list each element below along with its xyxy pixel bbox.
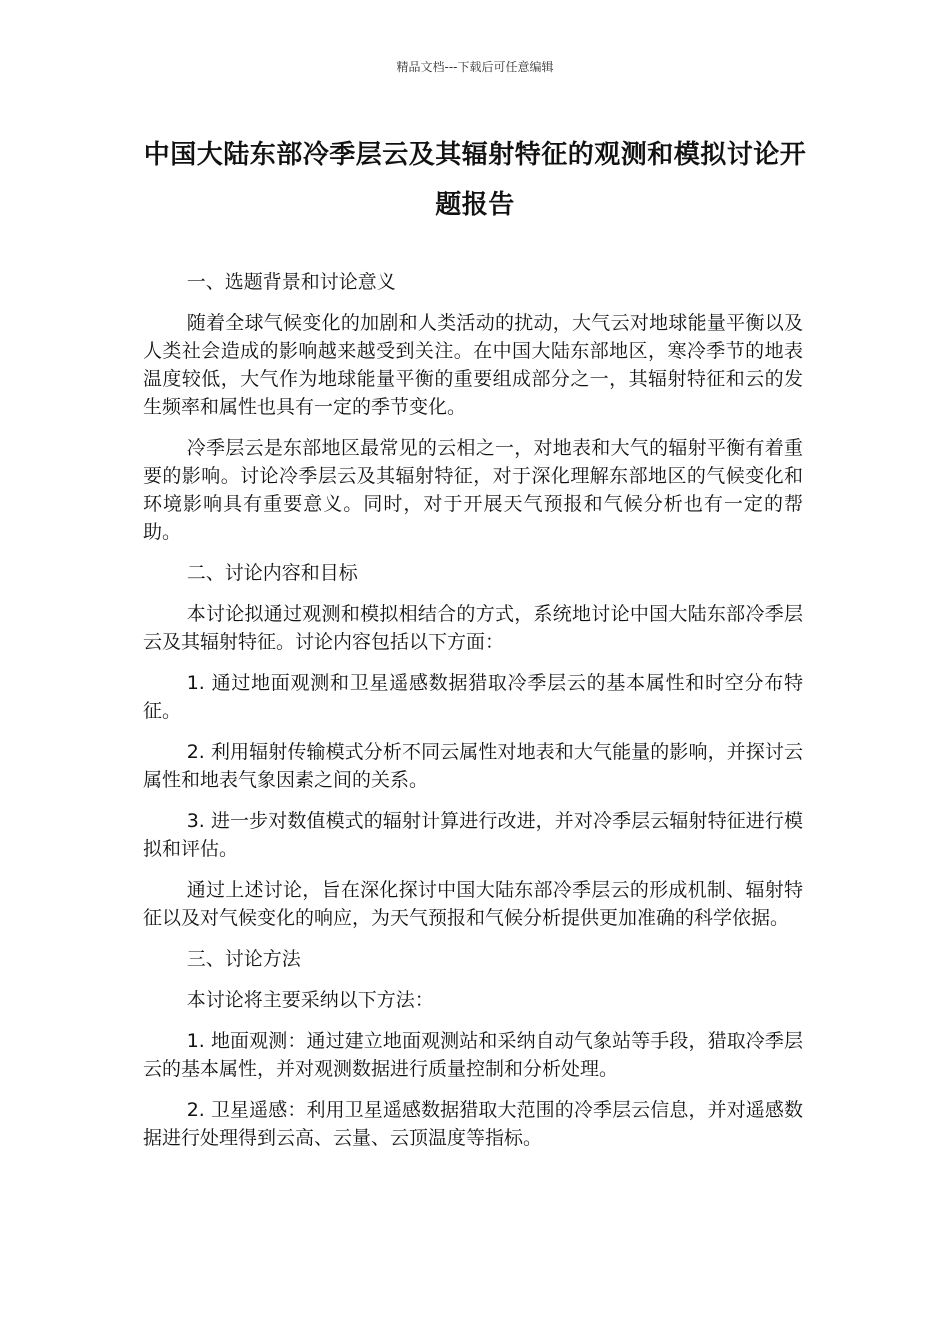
list-item: 1. 通过地面观测和卫星遥感数据猎取冷季层云的基本属性和时空分布特征。 bbox=[143, 672, 803, 722]
list-item: 1. 地面观测：通过建立地面观测站和采纳自动气象站等手段，猎取冷季层云的基本属性，并对观测数据进行质量控制和分析处理。 bbox=[143, 1030, 803, 1080]
paragraph: 本讨论将主要采纳以下方法： bbox=[186, 989, 434, 1011]
paragraph: 本讨论拟通过观测和模拟相结合的方式，系统地讨论中国大陆东部冷季层云及其辐射特征。讨论内容包括以下方面： bbox=[143, 603, 803, 653]
document-title: 中国大陆东部冷季层云及其辐射特征的观测和模拟讨论开题报告 bbox=[143, 140, 807, 220]
section-heading: 一、选题背景和讨论意义 bbox=[186, 271, 396, 293]
section-heading: 二、讨论内容和目标 bbox=[186, 562, 358, 584]
list-item: 3. 进一步对数值模式的辐射计算进行改进，并对冷季层云辐射特征进行模拟和评估。 bbox=[143, 810, 803, 860]
header-note: 精品文档---下载后可任意编辑 bbox=[396, 60, 554, 74]
list-item: 2. 利用辐射传输模式分析不同云属性对地表和大气能量的影响，并探讨云属性和地表气象因素之间的关系。 bbox=[143, 741, 803, 791]
paragraph: 冷季层云是东部地区最常见的云相之一，对地表和大气的辐射平衡有着重要的影响。讨论冷季层云及其辐射特征，对于深化理解东部地区的气候变化和环境影响具有重要意义。同时，对于开展天气预报和气候分析也有一定的帮助。 bbox=[143, 437, 803, 543]
document-body bbox=[143, 268, 803, 1165]
list-item: 2. 卫星遥感：利用卫星遥感数据猎取大范围的冷季层云信息，并对遥感数据进行处理得到云高、云量、云顶温度等指标。 bbox=[143, 1099, 803, 1149]
section-heading: 三、讨论方法 bbox=[186, 948, 301, 970]
paragraph: 随着全球气候变化的加剧和人类活动的扰动，大气云对地球能量平衡以及人类社会造成的影响越来越受到关注。在中国大陆东部地区，寒冷季节的地表温度较低，大气作为地球能量平衡的重要组成部分之一，其辐射特征和云的发生频率和属性也具有一定的季节变化。 bbox=[143, 312, 803, 418]
paragraph: 通过上述讨论，旨在深化探讨中国大陆东部冷季层云的形成机制、辐射特征以及对气候变化的响应，为天气预报和气候分析提供更加准确的科学依据。 bbox=[143, 879, 803, 929]
